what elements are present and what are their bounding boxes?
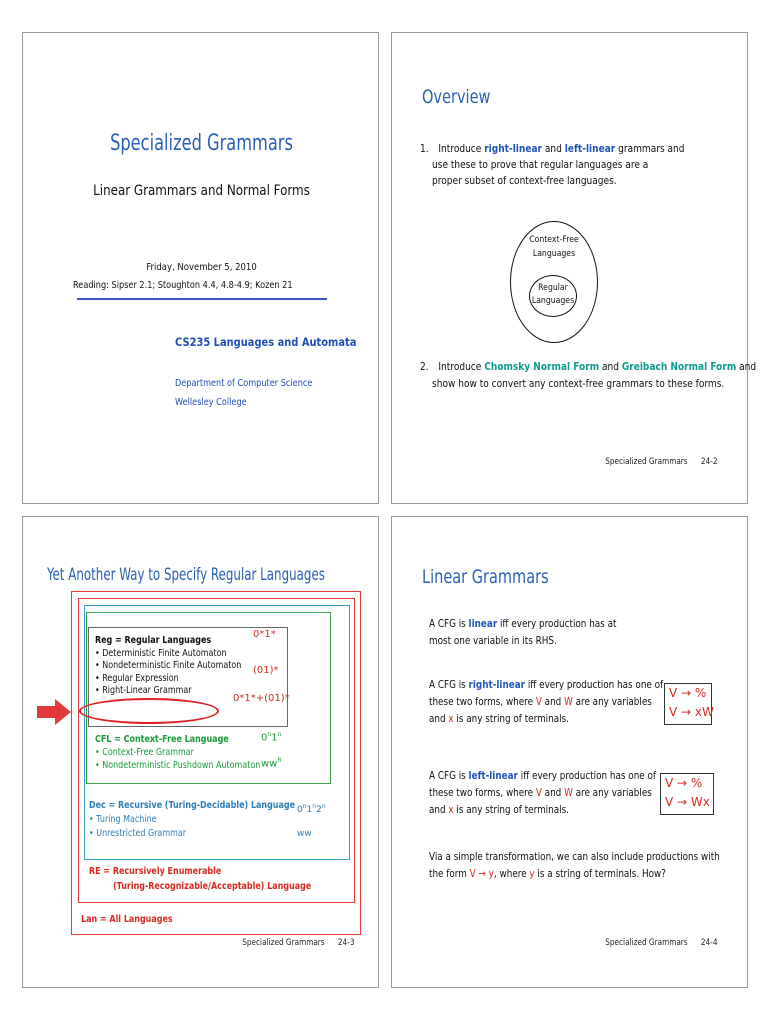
linear-keyword: linear (468, 618, 498, 630)
para-right-linear: A CFG is right-linear iff every production has one of these two forms, where V and W are any variables and x is any string of terminals. (429, 679, 664, 725)
arrow-right-icon (37, 699, 71, 725)
para-linear: A CFG is linear iff every production has at most one variable in its RHS. (429, 618, 617, 647)
slide1-title: Specialized Grammars (110, 131, 293, 156)
reg-example-1: 0*1* (253, 629, 276, 640)
dec-heading: Dec = Recursive (Turing-Decidable) Language (89, 800, 296, 811)
right-linear-keyword: right-linear (484, 143, 543, 155)
gnf-keyword: Greibach Normal Form (621, 361, 737, 373)
cfl-example-2: $ww^R$ (261, 757, 282, 770)
slide1-dept: Department of Computer Science (175, 378, 313, 389)
dec-example-1: 0$^n$1$^n$2$^n$ (297, 803, 326, 815)
slide3-footer: Specialized Grammars 24-3 (241, 938, 354, 948)
dec-example-2: ww (297, 829, 312, 839)
cnf-keyword: Chomsky Normal Form (484, 361, 600, 373)
slide3-title: Yet Another Way to Specify Regular Languages (47, 565, 325, 584)
para-left-linear: A CFG is left-linear iff every production has one of these two forms, where V and W are any variables and x is any string of terminals. (429, 770, 657, 816)
slide-overview (391, 32, 757, 504)
cfl-heading: CFL = Context-Free Language (95, 734, 229, 745)
slide1-date: Friday, November 5, 2010 (146, 262, 257, 273)
dec-list: Dec = Recursive (Turing-Decidable) Language • Turing Machine • Unrestricted Grammar (89, 800, 296, 839)
overview-item-2: 2. Introduce Chomsky Normal Form and Greibach Normal Form and show how to convert any context-free grammars to these forms. (420, 361, 757, 390)
reg-list: Reg = Regular Languages • Deterministic Finite Automaton • Nondeterministic Finite Automaton • Regular Expression • Right-Linear Grammar (95, 635, 242, 696)
slide4-footer: Specialized Grammars 24-4 (604, 938, 717, 948)
reg-example-2: (01)* (253, 665, 279, 676)
slide-title (22, 32, 379, 504)
cfl-label: Context-Free Languages (529, 235, 579, 259)
reg-example-3: 0*1*+(01)* (233, 693, 290, 704)
regular-label: Regular Languages (531, 283, 575, 306)
re-subheading: (Turing-Recognizable/Acceptable) Language (113, 881, 312, 892)
slide2-footer: Specialized Grammars 24-2 (604, 457, 717, 467)
re-heading: RE = Recursively Enumerable (89, 866, 222, 877)
slide1-reading: Reading: Sipser 2.1; Stoughton 4.4, 4.8-4.9; Kozen 21 (73, 280, 293, 291)
slide-linear-grammars (391, 516, 748, 988)
para-transformation: Via a simple transformation, we can also include productions with the form V → y, where y is a string of terminals. How? (429, 851, 720, 880)
lan-heading: Lan = All Languages (81, 914, 173, 925)
right-linear-highlight-ellipse (79, 698, 219, 724)
slide1-course: CS235 Languages and Automata (175, 335, 357, 349)
left-linear-keyword: left-linear (564, 143, 616, 155)
item2-number: 2. (420, 361, 429, 373)
slide1-subtitle: Linear Grammars and Normal Forms (93, 183, 310, 199)
slide1-college: Wellesley College (175, 397, 247, 408)
right-linear-forms-box: V → % V → xW (664, 683, 712, 725)
item1-number: 1. (420, 143, 429, 155)
slide-regular-languages (22, 516, 379, 988)
slide4-title: Linear Grammars (422, 566, 549, 588)
reg-heading: Reg = Regular Languages (95, 635, 212, 646)
cfl-list: CFL = Context-Free Language • Context-Free Grammar • Nondeterministic Pushdown Automaton (95, 734, 261, 771)
left-linear-keyword: left-linear (468, 770, 518, 782)
slide2-title: Overview (422, 86, 491, 108)
overview-item-1: 1. Introduce right-linear and left-linear grammars and use these to prove that regular languages are a proper subset of context-free languages. (420, 143, 685, 187)
slide1-rule (77, 298, 327, 300)
right-linear-keyword: right-linear (468, 679, 526, 691)
cfl-example-1: 0$^n$1$^n$ (261, 731, 282, 744)
left-linear-forms-box: V → % V → Wx (660, 773, 714, 815)
